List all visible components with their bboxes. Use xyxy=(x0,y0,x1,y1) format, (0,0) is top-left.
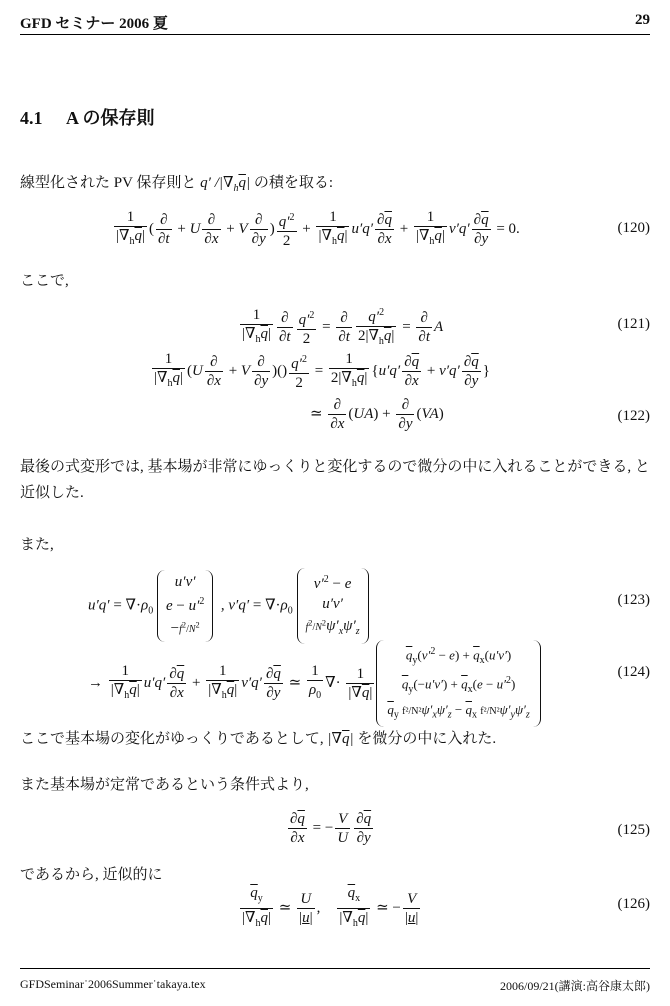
eqnum-125: (125) xyxy=(617,822,650,838)
paragraph-7: であるから, 近似的に xyxy=(20,867,163,883)
paragraph-3: 最後の式変形では, 基本場が非常にゆっくりと変化するので微分の中に入れることができる, と近似した. xyxy=(20,459,650,501)
section-number: 4.1 xyxy=(20,108,43,128)
paragraph-1: 線型化された PV 保存則と q′ $/|\nabla_h\overline{q}|$ の積を取る: xyxy=(20,175,333,194)
paragraph-2: ここで, xyxy=(20,273,69,289)
inline-math: $|\nabla\overline{q}|$ xyxy=(327,731,354,747)
header-title: GFD セミナー 2006 夏 xyxy=(20,16,168,32)
paragraph-6: また基本場が定常であるという条件式より, xyxy=(20,777,309,793)
equation-123: $u'q' = \nabla\cdot\rho_0$ u′v′ $e - u'^2$ $-f^2/N^2$ , $v'q' = \nabla\cdot\rho_0$ $v'^2 - e$ u′v′ $f^2/N^2\psi'_x\psi'_z$ xyxy=(88,568,369,644)
eqnum-120: (120) xyxy=(617,220,650,236)
eqnum-126: (126) xyxy=(617,896,650,912)
equation-122-line1: $\frac{1}{|\nabla_h\overline{q}|}$ (U $\frac{\partial}{\partial x}$ + V $\frac{\partial}{\partial y}$ )() $\frac{q'^2}{2}$ = $\frac{1}{2|\nabla_h\overline{q}|}$ {u′q′ $\frac{\partial\overline{q}}{\partial x}$ + v′q′ $\frac{\partial\overline{q}}{\partial y}$ } xyxy=(154,351,490,391)
page-header xyxy=(20,8,650,35)
page-number: 29 xyxy=(635,12,650,28)
section-heading xyxy=(20,104,155,130)
equation-122-line2: ≃ $\frac{\partial}{\partial x}$ (UA) + $\frac{\partial}{\partial y}$ (VA) xyxy=(310,397,444,432)
eqnum-123: (123) xyxy=(617,592,650,608)
equation-124: → $\frac{1}{|\nabla_h\overline{q}|}$ u′q′ $\frac{\partial\overline{q}}{\partial x}$ + $\frac{1}{|\nabla_h\overline{q}|}$ v′q′ $\frac{\partial\overline{q}}{\partial y}$ ≃ $\frac{1}{\rho_0}$ ∇· $\frac{1}{|\nabla\overline{q}|}$ $\overline{q}_y(v'^2 - e) + \overline{q}_x(u'v')$ $\overline{q}_y(-u'v') + \overline{q}_x(e - u'^2)$ $\overline{q}_y$ $f^2/N^2\psi'_x\psi'_z - \overline{q}_x$ $f^2/N^2\psi'_y\psi'_z$ xyxy=(88,640,541,727)
equation-126: $\frac{\overline{q}_y}{|\nabla_h\overline{q}|}$ ≃ $\frac{U}{|u|}$ , $\frac{\overline{q}_x}{|\nabla_h\overline{q}|}$ ≃ − $\frac{V}{|u|}$ xyxy=(242,885,419,929)
footer-filename: GFDSeminar˙2006Summer˙takaya.tex xyxy=(20,977,206,991)
equation-125: $\frac{\partial\overline{q}}{\partial x}$ = − $\frac{V}{U}$ $\frac{\partial\overline{q}}{\partial y}$ xyxy=(290,811,372,846)
page-footer xyxy=(20,968,650,995)
paragraph-5: ここで基本場の変化がゆっくりであるとして, $|\nabla\overline{q}|$ を微分の中に入れた. xyxy=(20,731,497,747)
footer-date: 2006/09/21(講演:高谷康太郎) xyxy=(500,979,650,993)
eqnum-121: (121) xyxy=(617,316,650,332)
section-title: A の保存則 xyxy=(66,108,155,128)
equation-120: $\frac{1}{|\nabla_h\overline{q}|}$ ( $\frac{\partial}{\partial t}$ + U $\frac{\partial}{\partial x}$ + V $\frac{\partial}{\partial y}$ ) $\frac{q'^2}{2}$ + $\frac{1}{|\nabla_h\overline{q}|}$ u′q′ $\frac{\partial\overline{q}}{\partial x}$ + $\frac{1}{|\nabla_h\overline{q}|}$ v′q′ $\frac{\partial\overline{q}}{\partial y}$ = 0. xyxy=(116,209,520,249)
eqnum-124: (124) xyxy=(617,664,650,680)
equation-121: $\frac{1}{|\nabla_h\overline{q}|}$ $\frac{\partial}{\partial t}$ $\frac{q'^2}{2}$ = $\frac{\partial}{\partial t}$ $\frac{q'^2}{2|\nabla_h\overline{q}|}$ = $\frac{\partial}{\partial t}$ A xyxy=(238,304,443,351)
paragraph-4: また, xyxy=(20,537,54,553)
eqnum-122: (122) xyxy=(617,408,650,424)
inline-math: q′ $/|\nabla_h\overline{q}|$ xyxy=(200,175,251,194)
